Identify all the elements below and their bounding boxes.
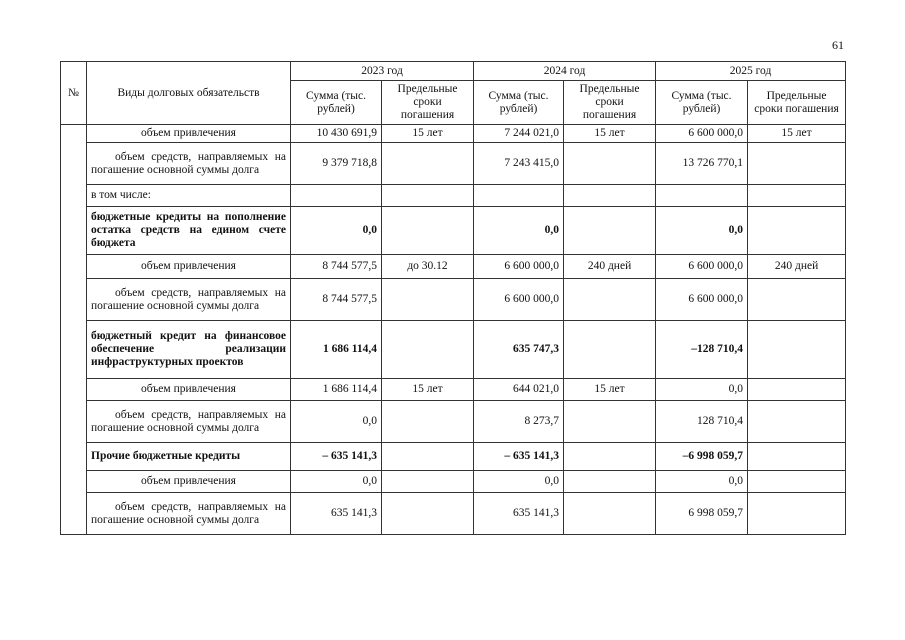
sum-cell (656, 185, 748, 207)
term-cell: 240 дней (564, 255, 656, 279)
sum-cell: 9 379 718,8 (291, 143, 382, 185)
sum-cell: 0,0 (656, 207, 748, 255)
term-cell (382, 207, 474, 255)
header-year-2023: 2023 год (291, 62, 474, 81)
term-cell: 15 лет (748, 125, 846, 143)
sum-cell: –6 998 059,7 (656, 443, 748, 471)
row-label: объем средств, направляемых на погашение основной суммы долга (87, 401, 291, 443)
sum-cell: 7 244 021,0 (474, 125, 564, 143)
sum-cell: 8 273,7 (474, 401, 564, 443)
sum-cell: 10 430 691,9 (291, 125, 382, 143)
term-cell (564, 443, 656, 471)
term-cell (564, 401, 656, 443)
term-cell (382, 143, 474, 185)
sum-cell: 0,0 (656, 471, 748, 493)
header-term: Предельные сроки погашения (748, 81, 846, 125)
sum-cell: 0,0 (474, 207, 564, 255)
term-cell: 15 лет (382, 379, 474, 401)
sum-cell: 0,0 (291, 207, 382, 255)
term-cell (564, 185, 656, 207)
sum-cell: 635 747,3 (474, 321, 564, 379)
term-cell (748, 185, 846, 207)
sum-cell: 6 600 000,0 (474, 279, 564, 321)
header-types: Виды долговых обязательств (87, 62, 291, 125)
sum-cell: 6 998 059,7 (656, 493, 748, 535)
table-row (61, 471, 846, 493)
term-cell (748, 321, 846, 379)
header-sum: Сумма (тыс. рублей) (291, 81, 382, 125)
header-num: № (61, 62, 87, 125)
row-label: бюджетный кредит на финансовое обеспечение реализации инфраструктурных проектов (87, 321, 291, 379)
term-cell (748, 471, 846, 493)
table-row (61, 493, 846, 535)
header-term: Предельные сроки погашения (382, 81, 474, 125)
row-label: объем средств, направляемых на погашение основной суммы долга (87, 279, 291, 321)
sum-cell (474, 185, 564, 207)
table-row (61, 125, 846, 143)
row-label: объем привлечения (87, 379, 291, 401)
table-row (61, 321, 846, 379)
header-sum: Сумма (тыс. рублей) (656, 81, 748, 125)
header-row-years (61, 62, 846, 81)
page-number: 61 (832, 38, 844, 52)
term-cell (748, 279, 846, 321)
term-cell (382, 471, 474, 493)
term-cell (382, 443, 474, 471)
sum-cell: 0,0 (656, 379, 748, 401)
sum-cell: 635 141,3 (474, 493, 564, 535)
sum-cell: 7 243 415,0 (474, 143, 564, 185)
header-sum: Сумма (тыс. рублей) (474, 81, 564, 125)
term-cell (382, 185, 474, 207)
sum-cell (291, 185, 382, 207)
table-row (61, 279, 846, 321)
sum-cell: 8 744 577,5 (291, 255, 382, 279)
table-row (61, 185, 846, 207)
term-cell (564, 279, 656, 321)
term-cell: 15 лет (382, 125, 474, 143)
term-cell (748, 143, 846, 185)
sum-cell: 6 600 000,0 (474, 255, 564, 279)
row-label: объем привлечения (87, 471, 291, 493)
term-cell (382, 321, 474, 379)
sum-cell: 0,0 (291, 401, 382, 443)
row-label: объем привлечения (87, 125, 291, 143)
sum-cell: 0,0 (291, 471, 382, 493)
sum-cell: 635 141,3 (291, 493, 382, 535)
term-cell (564, 471, 656, 493)
header-term: Предельные сроки погашения (564, 81, 656, 125)
term-cell (564, 143, 656, 185)
table-row (61, 401, 846, 443)
sum-cell: – 635 141,3 (291, 443, 382, 471)
term-cell (748, 379, 846, 401)
term-cell (748, 443, 846, 471)
sum-cell: 1 686 114,4 (291, 379, 382, 401)
sum-cell: 13 726 770,1 (656, 143, 748, 185)
table-row (61, 379, 846, 401)
term-cell (748, 207, 846, 255)
debt-obligations-table (60, 61, 846, 535)
term-cell (564, 493, 656, 535)
header-year-2025: 2025 год (656, 62, 846, 81)
row-label: объем привлечения (87, 255, 291, 279)
row-label: объем средств, направляемых на погашение основной суммы долга (87, 493, 291, 535)
sum-cell: 8 744 577,5 (291, 279, 382, 321)
header-year-2024: 2024 год (474, 62, 656, 81)
term-cell: до 30.12 (382, 255, 474, 279)
term-cell (748, 401, 846, 443)
term-cell (564, 207, 656, 255)
table-row (61, 255, 846, 279)
sum-cell: – 635 141,3 (474, 443, 564, 471)
sum-cell: 128 710,4 (656, 401, 748, 443)
sum-cell: –128 710,4 (656, 321, 748, 379)
term-cell: 15 лет (564, 379, 656, 401)
sum-cell: 0,0 (474, 471, 564, 493)
term-cell (748, 493, 846, 535)
term-cell (564, 321, 656, 379)
table-row (61, 207, 846, 255)
sum-cell: 644 021,0 (474, 379, 564, 401)
sum-cell: 6 600 000,0 (656, 279, 748, 321)
row-label: бюджетные кредиты на пополнение остатка средств на едином счете бюджета (87, 207, 291, 255)
term-cell: 15 лет (564, 125, 656, 143)
row-label: в том числе: (87, 185, 291, 207)
term-cell (382, 493, 474, 535)
table-row (61, 443, 846, 471)
row-label: Прочие бюджетные кредиты (87, 443, 291, 471)
term-cell (382, 279, 474, 321)
table-row (61, 143, 846, 185)
term-cell: 240 дней (748, 255, 846, 279)
sum-cell: 1 686 114,4 (291, 321, 382, 379)
row-number-cell (61, 125, 87, 535)
row-label: объем средств, направляемых на погашение основной суммы долга (87, 143, 291, 185)
sum-cell: 6 600 000,0 (656, 255, 748, 279)
table-body (61, 125, 846, 535)
sum-cell: 6 600 000,0 (656, 125, 748, 143)
term-cell (382, 401, 474, 443)
